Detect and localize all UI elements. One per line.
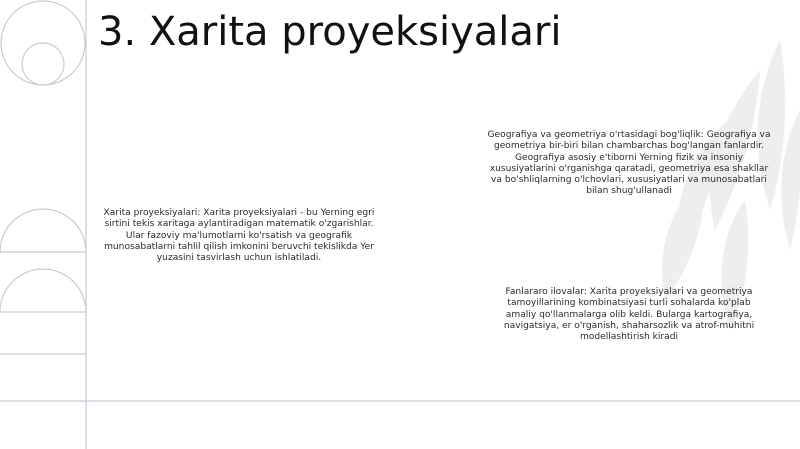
slide-title: 3. Xarita proyeksiyalari [98, 9, 562, 55]
geography-geometry-text: Geografiya va geometriya o'rtasidagi bog'liqlik: Geografiya va geometriya bir-biri bilan chambarchas bog'langan fanlardir. Geografiya asosiy e'tiborni Yerning fizik va insoniy xususiyatlarini o'rganishga qaratadi, geometriya esa shakllar va bo'shliqlarning o'lchovlari, xususiyatlari va munosabatlari bilan shug'ullanadi [487, 130, 771, 197]
interdisciplinary-text: Fanlararo ilovalar: Xarita proyeksiyalari va geometriya tamoyillarining kombinatsiyasi turli sohalarda ko'plab amaliy qo'llanmalarga olib keldi. Bularga kartografiya, navigatsiya, er o'rganish, shaharsozlik va atrof-muhitni modellashtirish kiradi [503, 287, 755, 343]
circle-ornament [0, 0, 86, 449]
map-projections-text: Xarita proyeksiyalari: Xarita proyeksiyalari - bu Yerning egri sirtini tekis xaritaga aylantiradigan matematik o'zgarishlar. Ular fazoviy ma'lumotlarni ko'rsatish va geografik munosabatlarni tahlil qilish imkonini beruvchi tekislikda Yer yuzasini tasvirlash uchun ishlatiladi. [103, 208, 375, 264]
